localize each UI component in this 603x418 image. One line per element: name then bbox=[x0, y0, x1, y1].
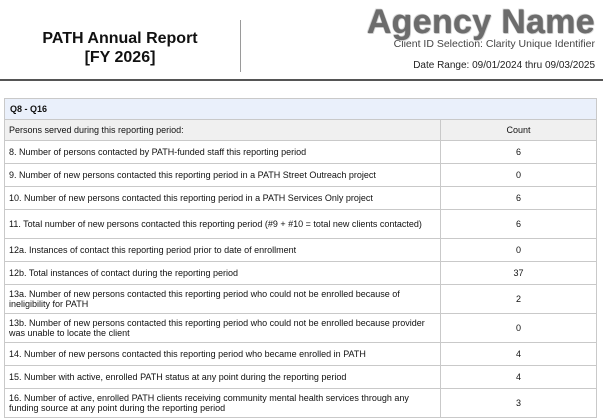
report-title: PATH Annual Report bbox=[42, 30, 198, 47]
row-count: 37 bbox=[441, 262, 597, 285]
section-header-row bbox=[5, 99, 597, 120]
table-row bbox=[5, 262, 597, 285]
header-divider bbox=[240, 20, 241, 72]
table-row bbox=[5, 210, 597, 239]
report-header bbox=[0, 0, 603, 80]
row-label: 15. Number with active, enrolled PATH status at any point during the reporting period bbox=[5, 366, 441, 389]
column-header-count: Count bbox=[441, 120, 597, 141]
table-row bbox=[5, 164, 597, 187]
row-label: 13a. Number of new persons contacted this reporting period who could not be enrolled because of ineligibility for PATH bbox=[5, 285, 441, 314]
table-row bbox=[5, 285, 597, 314]
column-header-row bbox=[5, 120, 597, 141]
row-count: 4 bbox=[441, 343, 597, 366]
row-label: 12a. Instances of contact this reporting period prior to date of enrollment bbox=[5, 239, 441, 262]
client-id-selection: Client ID Selection: Clarity Unique Identifier bbox=[393, 38, 595, 50]
row-count: 6 bbox=[441, 187, 597, 210]
row-label: 8. Number of persons contacted by PATH-funded staff this reporting period bbox=[5, 141, 441, 164]
fiscal-year: [FY 2026] bbox=[84, 49, 156, 66]
row-label: 10. Number of new persons contacted this reporting period in a PATH Services Only project bbox=[5, 187, 441, 210]
row-count: 0 bbox=[441, 164, 597, 187]
table-row bbox=[5, 239, 597, 262]
table-row bbox=[5, 314, 597, 343]
row-count: 0 bbox=[441, 314, 597, 343]
path-report-table bbox=[4, 98, 597, 418]
row-label: 11. Total number of new persons contacted this reporting period (#9 + #10 = total new clients contacted) bbox=[5, 210, 441, 239]
row-count: 6 bbox=[441, 141, 597, 164]
column-header-label: Persons served during this reporting period: bbox=[5, 120, 441, 141]
table-row bbox=[5, 141, 597, 164]
row-count: 6 bbox=[441, 210, 597, 239]
row-count: 2 bbox=[441, 285, 597, 314]
table-row bbox=[5, 343, 597, 366]
row-label: 14. Number of new persons contacted this reporting period who became enrolled in PATH bbox=[5, 343, 441, 366]
header-rule bbox=[0, 79, 603, 81]
date-range: Date Range: 09/01/2024 thru 09/03/2025 bbox=[413, 60, 595, 71]
table-row bbox=[5, 187, 597, 210]
row-label: 16. Number of active, enrolled PATH clients receiving community mental health services through any funding source at any point during the reporting period bbox=[5, 389, 441, 418]
table-row bbox=[5, 366, 597, 389]
row-label: 12b. Total instances of contact during the reporting period bbox=[5, 262, 441, 285]
row-count: 4 bbox=[441, 366, 597, 389]
section-title: Q8 - Q16 bbox=[5, 99, 597, 120]
row-label: 9. Number of new persons contacted this reporting period in a PATH Street Outreach project bbox=[5, 164, 441, 187]
row-count: 3 bbox=[441, 389, 597, 418]
table-row bbox=[5, 389, 597, 418]
row-label: 13b. Number of new persons contacted this reporting period who could not be enrolled because provider was unable to locate the client bbox=[5, 314, 441, 343]
row-count: 0 bbox=[441, 239, 597, 262]
agency-name-logo: Agency Name bbox=[366, 3, 595, 41]
